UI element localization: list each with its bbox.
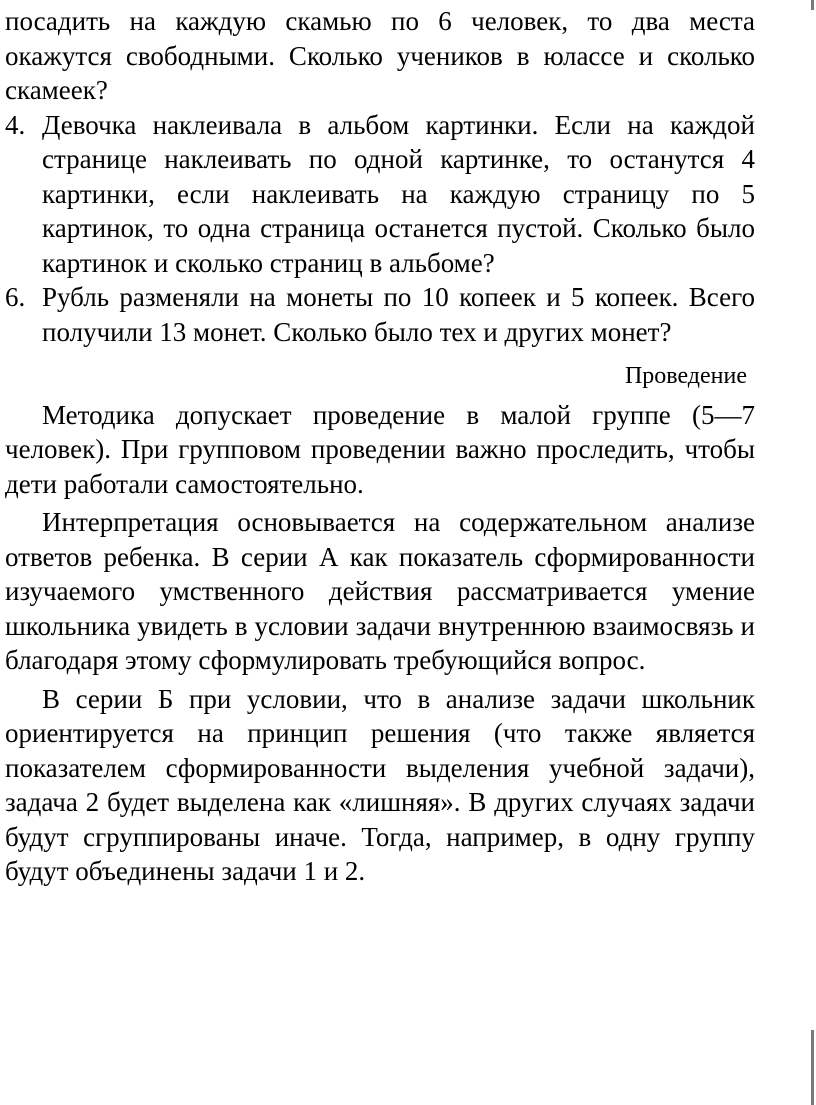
- section-heading: Проведение: [624, 363, 747, 389]
- list-item-text: Девочка наклеивала в альбом картинки. Если на каждой странице наклеивать по одной картинке, то останутся 4 картинки, если наклеивать на каждую страницу по 5 картинок, то одна страница останется пустой. Сколько было картинок и сколько страниц в альбоме?: [42, 109, 755, 278]
- page-edge-mark: [811, 1030, 814, 1105]
- list-item-number: 4.: [5, 109, 26, 140]
- list-item-text: Рубль разменяли на монеты по 10 копеек и 5 копеек. Всего получили 13 монет. Сколько было тех и других монет?: [42, 282, 755, 347]
- body-paragraph: Интерпретация основывается на содержательном анализе ответов ребенка. В серии А как показатель сформированности изучаемого умственного действия рассматривается умение школьника увидеть в условии задачи внутреннюю взаимосвязь и благодаря этому сформулировать требующийся вопрос.: [5, 507, 755, 675]
- list-item: [5, 108, 755, 281]
- page-edge-mark: [811, 0, 814, 10]
- body-paragraph: Методика допускает проведение в малой группе (5—7 человек). При групповом проведении важно проследить, чтобы дети работали самостоятельно.: [5, 399, 755, 499]
- list-item: [5, 280, 755, 349]
- list-item-number: 6.: [5, 282, 26, 312]
- document-page: [5, 4, 755, 893]
- continued-item-text: [5, 4, 755, 108]
- continued-item-body: посадить на каждую скамью по 6 человек, то два места окажутся свободными. Сколько учеников в юлассе и сколько скамеек?: [5, 6, 755, 105]
- body-paragraph: В серии Б при условии, что в анализе задачи школьник ориентируется на принцип решения (что также является показателем сформированности выделения учебной задачи), задача 2 будет выделена как «лишняя». В других случаях задачи будут сгруппированы иначе. Тогда, например, в одну группу будут объединены задачи 1 и 2.: [5, 683, 755, 886]
